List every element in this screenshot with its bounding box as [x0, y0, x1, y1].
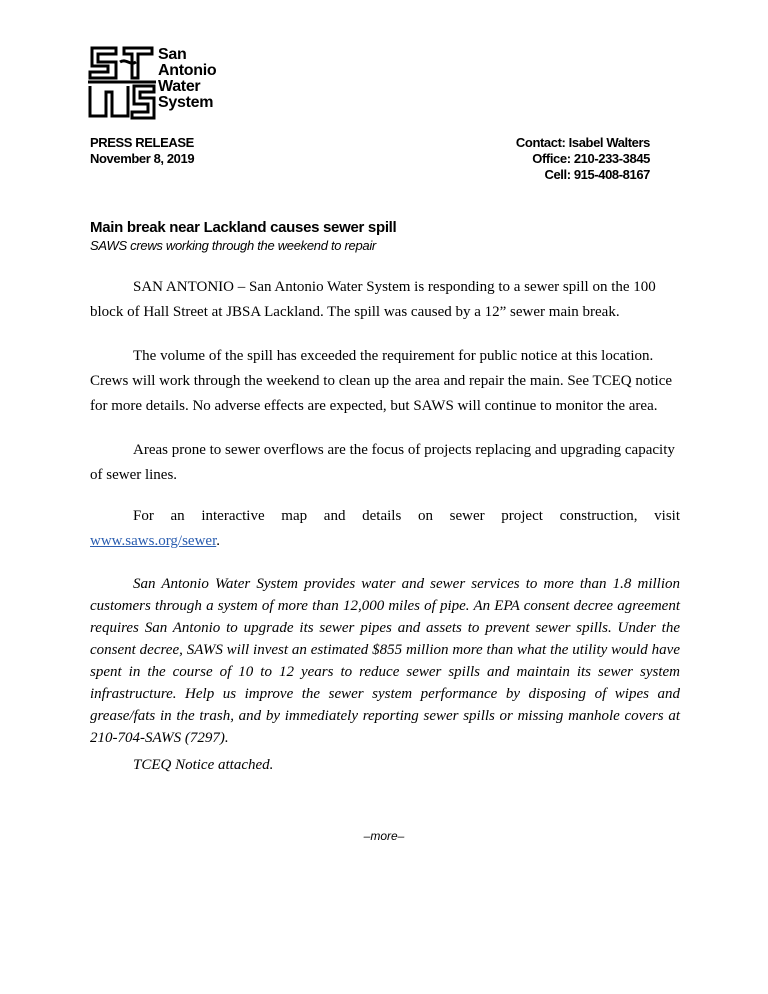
saws-logo [86, 44, 221, 122]
paragraph-1: SAN ANTONIO – San Antonio Water System is responding to a sewer spill on the 100 block of Hall Street at JBSA Lackland. The spill was caused by a 12” sewer main break. [90, 279, 656, 320]
tceq-notice-line: TCEQ Notice attached. [133, 757, 274, 773]
logo-line-1: San [158, 46, 187, 63]
paragraph-4-period: . [216, 533, 220, 549]
logo-line-4: System [158, 94, 214, 111]
release-header-left [90, 135, 194, 167]
subheadline: SAWS crews working through the weekend to repair [90, 238, 376, 253]
paragraph-4 [90, 504, 680, 529]
boilerplate-paragraph: San Antonio Water System provides water and sewer services to more than 1.8 million customers through a system of more than 12,000 miles of pipe. An EPA consent decree agreement requires San Antonio to upgrade its sewer pipes and assets to prevent sewer spills. Under the consent decree, SAWS will invest an estimated $855 million more than what the utility would have spent in the course of 10 to 12 years to reduce sewer spills and maintain its sewer system infrastructure. Help us improve the sewer system performance by disposing of wipes and grease/fats in the trash, and by immediately reporting sewer spills or missing manhole covers at 210-704-SAWS (7297). [90, 576, 680, 746]
paragraph-4-text: For an interactive map and details on sewer project construction, visit [133, 508, 680, 524]
logo-wordmark [158, 47, 216, 111]
release-date: November 8, 2019 [90, 151, 195, 166]
saws-logo-mark-icon [86, 44, 158, 122]
contact-block [516, 135, 650, 183]
contact-name: Contact: Isabel Walters [515, 135, 650, 150]
more-marker: –more– [363, 829, 405, 843]
paragraph-3: Areas prone to sewer overflows are the focus of projects replacing and upgrading capacity of sewer lines. [90, 442, 675, 483]
paragraph-4-link-line [90, 529, 680, 554]
sewer-link[interactable]: www.saws.org/sewer [90, 533, 217, 549]
contact-office-phone: Office: 210-233-3845 [532, 151, 650, 166]
logo-line-2: Antonio [158, 62, 217, 79]
release-type: PRESS RELEASE [90, 135, 194, 150]
headline: Main break near Lackland causes sewer spill [90, 219, 397, 236]
contact-cell-phone: Cell: 915-408-8167 [544, 167, 650, 182]
paragraph-2: The volume of the spill has exceeded the requirement for public notice at this location. Crews will work through the weekend to clean up the area and repair the main. See TCEQ notice for more details. No adverse effects are expected, but SAWS will continue to monitor the area. [90, 348, 673, 414]
logo-line-3: Water [158, 78, 201, 95]
